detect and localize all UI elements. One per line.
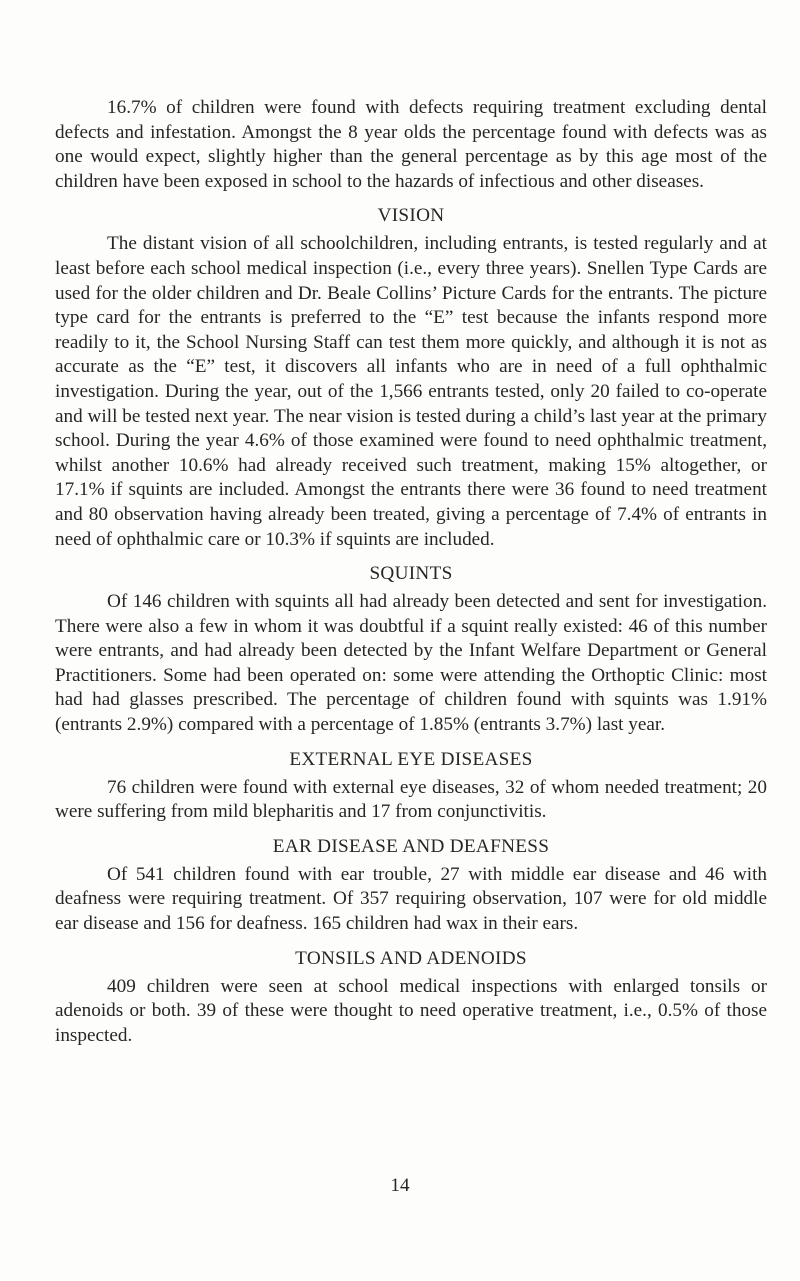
document-page (55, 96, 767, 1048)
tonsils-adenoids-heading: TONSILS AND ADENOIDS (295, 947, 527, 969)
vision-heading: VISION (377, 205, 445, 227)
vision-paragraph: The distant vision of all schoolchildren, including entrants, is tested regularly and at least before each school medical inspection (i.e., every three years). Snellen Type Cards are used for the older children and Dr. Beale Collins’ Picture Cards for the entrants. The picture type card for the entrants is preferred to the “E” test because the infants respond more readily to it, the School Nursing Staff can test them more quickly, and although it is not as accurate as the “E” test, it discovers all infants who are in need of a full ophthalmic investigation. During the year, out of the 1,566 entrants tested, only 20 failed to co-operate and will be tested next year. The near vision is tested during a child’s last year at the primary school. During the year 4.6% of those examined were found to need ophthalmic treatment, whilst another 10.6% had already received such treatment, making 15% altogether, or 17.1% if squints are included. Amongst the entrants there were 36 found to need treatment and 80 observation having already been treated, giving a percentage of 7.4% of entrants in need of ophthalmic care or 10.3% if squints are included. (55, 233, 767, 550)
page-number: 14 (390, 1175, 410, 1196)
ear-disease-paragraph: Of 541 children found with ear trouble, 27 with middle ear disease and 46 with deafness were requiring treatment. Of 357 requiring observation, 107 were for old middle ear disease and 156 for deafness. 165 children had wax in their ears. (55, 863, 767, 935)
external-eye-diseases-heading: EXTERNAL EYE DISEASES (289, 748, 533, 770)
squints-heading: SQUINTS (369, 563, 453, 585)
external-eye-diseases-paragraph: 76 children were found with external eye diseases, 32 of whom needed treatment; 20 were suffering from mild blepharitis and 17 from conjunctivitis. (55, 776, 767, 823)
squints-paragraph: Of 146 children with squints all had already been detected and sent for investigation. There were also a few in whom it was doubtful if a squint really existed: 46 of this number were entrants, and had already been detected by the Infant Welfare Department or General Practitioners. Some had been operated on: some were attending the Orthoptic Clinic: most had had glasses prescribed. The percentage of children found with squints was 1.91% (entrants 2.9%) compared with a percentage of 1.85% (entrants 3.7%) last year. (55, 591, 767, 736)
ear-disease-heading: EAR DISEASE AND DEAFNESS (272, 835, 550, 857)
tonsils-adenoids-paragraph: 409 children were seen at school medical inspections with enlarged tonsils or adenoids or both. 39 of these were thought to need operative treatment, i.e., 0.5% of those inspected. (55, 975, 767, 1046)
intro-paragraph: 16.7% of children were found with defects requiring treatment excluding dental defects and infestation. Amongst the 8 year olds the percentage found with defects was as one would expect, slightly higher than the general percentage as by this age most of the children have been exposed in school to the hazards of infectious and other diseases. (55, 97, 767, 192)
